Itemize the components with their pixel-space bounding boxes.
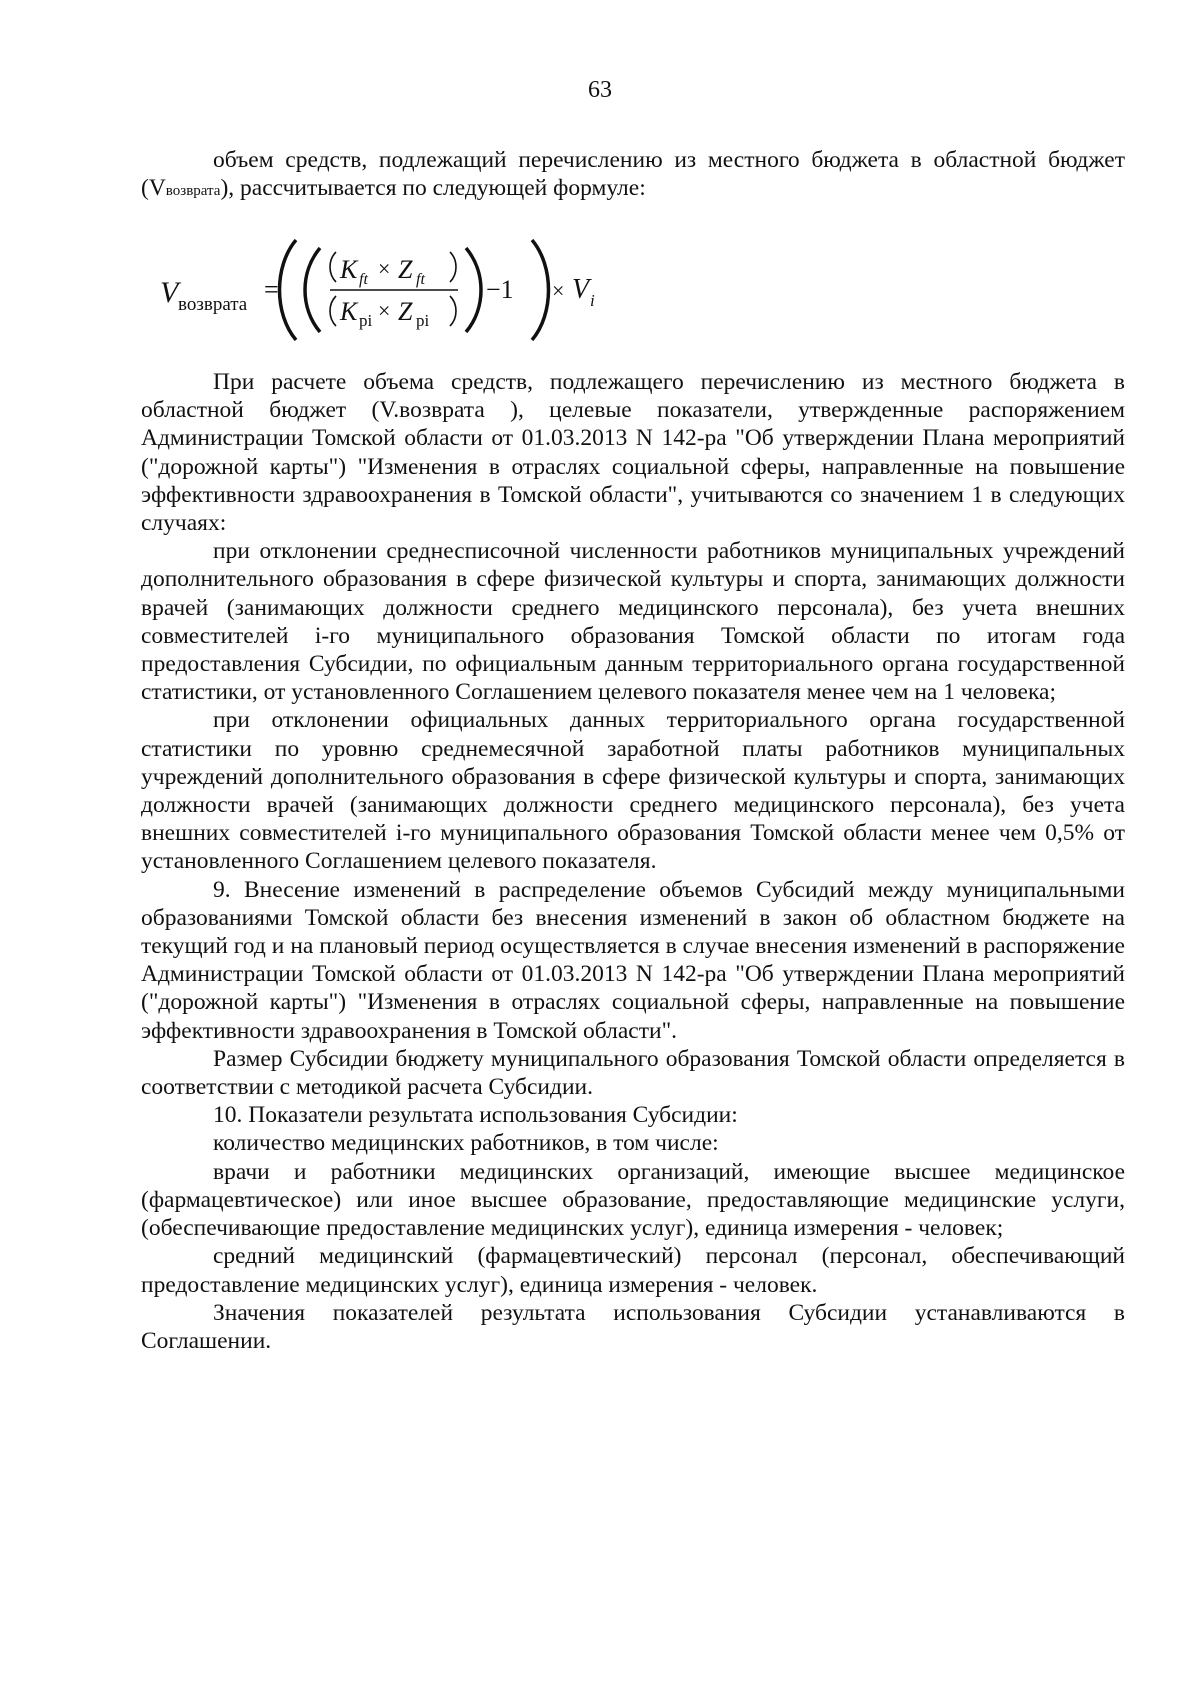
num-z: Z <box>398 255 413 284</box>
formula-lhs-subscript: возврата <box>178 294 248 315</box>
outer-left-paren <box>280 240 297 340</box>
intro-text-a: объем средств, подлежащий перечислению из местного бюджета в областной бюджет (V <box>141 147 1125 202</box>
den-k: K <box>340 297 358 326</box>
formula <box>160 236 620 344</box>
formula-minus-one: −1 <box>486 275 514 304</box>
den-right-paren <box>450 296 456 326</box>
formula-equals: = <box>264 275 279 304</box>
formula-lhs-symbol: V <box>160 276 179 309</box>
num-z-sub: ft <box>416 271 425 288</box>
den-left-paren <box>330 296 336 326</box>
formula-rhs-subscript: i <box>590 291 595 310</box>
page-number: 63 <box>588 77 612 103</box>
num-k-sub: ft <box>359 271 368 288</box>
paragraph-item-9: 9. Внесение изменений в распределение объемов Субсидий между муниципальными образованиями Томской области без внесения изменений в закон об областном бюджете на текущий год и на плановый период осуществляется в случае внесения изменений в распоряжение Администрации Томской области от 01.03.2013 N 142-ра "Об утверждении Плана мероприятий ("дорожной карты") "Изменения в отраслях социальной сферы, направленные на повышение эффективности здравоохранения в Томской области". <box>141 876 1125 1044</box>
intro-subscript: возврата <box>165 183 221 200</box>
main-text <box>141 368 1125 1355</box>
num-times: × <box>378 256 391 281</box>
paragraph-nursing-staff: средний медицинский (фармацевтический) персонал (персонал, обеспечивающий предоставление медицинских услуг), единица измерения - человек. <box>141 1243 1125 1298</box>
paragraph-item-10: 10. Показатели результата использования Субсидии: <box>213 1102 738 1129</box>
num-right-paren <box>450 252 456 282</box>
paragraph-medical-workers: количество медицинских работников, в том числе: <box>213 1130 719 1157</box>
inner-right-paren <box>466 248 481 332</box>
paragraph-doctors: врачи и работники медицинских организаций, имеющие высшее медицинское (фармацевтическое) или иное высшее образование, предоставляющие медицинские услуги, (обеспечивающие предоставление медицинских услуг), единица измерения - человек; <box>141 1158 1125 1242</box>
paragraph-salary-deviation: при отклонении официальных данных территориального органа государственной статистики по уровню среднемесячной заработной платы работников муниципальных учреждений дополнительного образования в сфере физической культуры и спорта, занимающих должности врачей (занимающих должности среднего медицинского персонала), без учета внешних совместителей i-го муниципального образования Томской области менее чем 0,5% от установленного Соглашением целевого показателя. <box>141 707 1125 875</box>
intro-paragraph <box>141 146 1125 205</box>
formula-rhs-symbol: V <box>572 274 590 305</box>
num-k: K <box>340 255 358 284</box>
intro-text <box>141 146 1125 205</box>
outer-right-paren <box>532 240 549 340</box>
formula-times-rhs: × <box>552 278 565 303</box>
paragraph-headcount-deviation: при отклонении среднесписочной численности работников муниципальных учреждений дополнительного образования в сфере физической культуры и спорта, занимающих должности врачей (занимающих должности среднего медицинского персонала), без учета внешних совместителей i-го муниципального образования Томской области по итогам года предоставления Субсидии, по официальным данным территориального органа государственной статистики, от установленного Соглашением целевого показателя менее чем на 1 человека; <box>141 538 1125 706</box>
inner-left-paren <box>305 248 320 332</box>
intro-text-b: ), рассчитывается по следующей формуле: <box>220 175 646 202</box>
num-left-paren <box>330 252 336 282</box>
den-z-sub: pi <box>416 311 430 330</box>
paragraph-subsidy-size: Размер Субсидии бюджету муниципального образования Томской области определяется в соответствии с методикой расчета Субсидии. <box>141 1045 1125 1101</box>
paragraph-calculation-note: При расчете объема средств, подлежащего перечислению из местного бюджета в областной бюджет (V.возврата ), целевые показатели, утвержденные распоряжением Администрации Томской области от 01.03.2013 N 142-ра "Об утверждении Плана мероприятий ("дорожной карты") "Изменения в отраслях социальной сферы, направленные на повышение эффективности здравоохранения в Томской области", учитываются со значением 1 в следующих случаях: <box>141 369 1125 537</box>
den-z: Z <box>398 297 413 326</box>
den-k-sub: pi <box>359 311 373 330</box>
paragraph-indicator-values: Значения показателей результата использования Субсидии устанавливаются в Соглашении. <box>141 1299 1125 1354</box>
den-times: × <box>378 298 391 323</box>
